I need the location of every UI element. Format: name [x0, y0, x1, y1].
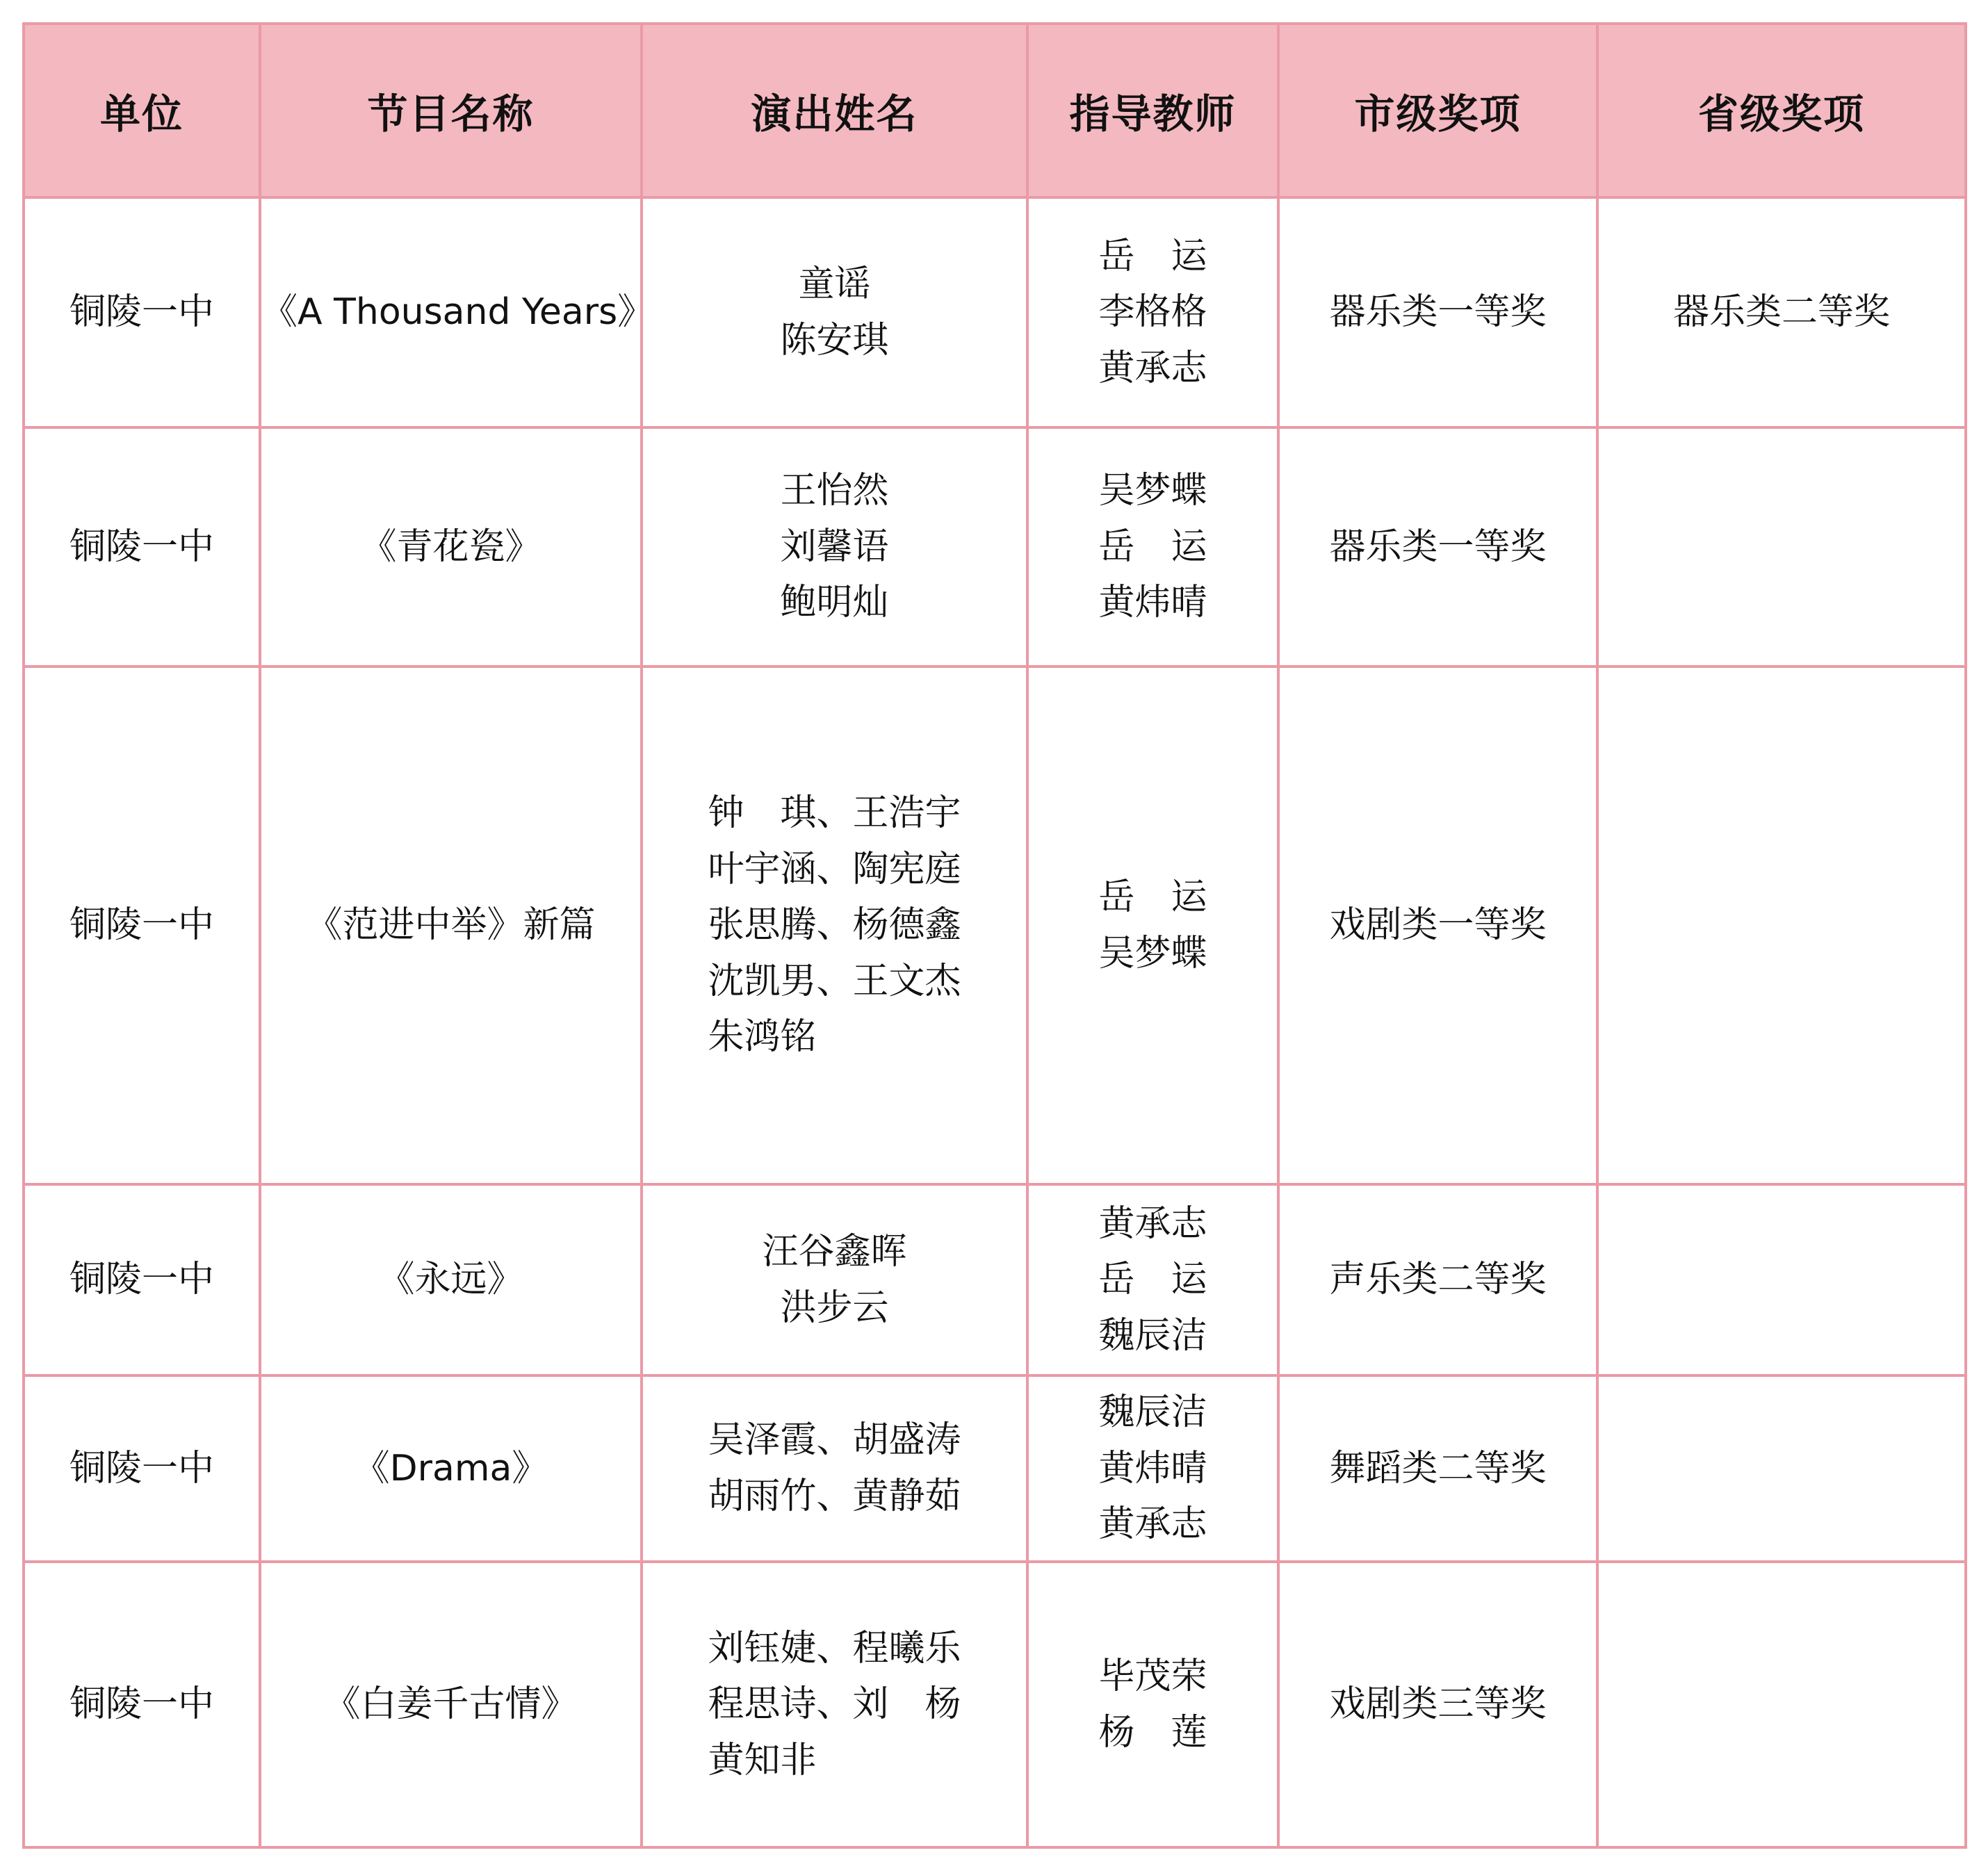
teachers-text: 黄承志 岳 运 魏辰洁: [1098, 1202, 1207, 1357]
program-cell: 《A Thousand Years》: [260, 197, 642, 427]
teachers-cell: [1027, 1184, 1278, 1375]
awards-table: [22, 22, 1967, 1849]
teachers-cell: [1027, 1562, 1278, 1847]
unit-cell: 铜陵一中: [24, 667, 260, 1184]
performers-cell: [642, 197, 1027, 427]
program-cell: 《Drama》: [260, 1375, 642, 1562]
unit-cell: 铜陵一中: [24, 1184, 260, 1375]
teachers-cell: [1027, 1375, 1278, 1562]
performers-cell: [642, 1184, 1027, 1375]
unit-cell: 铜陵一中: [24, 427, 260, 667]
teachers-cell: [1027, 427, 1278, 667]
teachers-text: 岳 运 吴梦蝶: [1098, 876, 1207, 974]
teachers-text: 吴梦蝶 岳 运 黄炜晴: [1098, 470, 1207, 624]
city-award-cell: 舞蹈类二等奖: [1278, 1375, 1597, 1562]
performers-cell: [642, 427, 1027, 667]
table-row: [24, 1562, 1966, 1847]
province-award-cell: [1597, 1562, 1966, 1847]
table-row: [24, 1375, 1966, 1562]
city-award-cell: 戏剧类一等奖: [1278, 667, 1597, 1184]
performers-text: 王怡然 刘馨语 鲍明灿: [780, 470, 889, 624]
header-province-award: 省级奖项: [1597, 24, 1966, 197]
city-award-cell: 声乐类二等奖: [1278, 1184, 1597, 1375]
performers-cell: [642, 667, 1027, 1184]
program-cell: 《永远》: [260, 1184, 642, 1375]
teachers-cell: [1027, 197, 1278, 427]
table-row: [24, 427, 1966, 667]
header-program: 节目名称: [260, 24, 642, 197]
table-row: [24, 667, 1966, 1184]
program-cell: 《白姜千古情》: [260, 1562, 642, 1847]
unit-cell: 铜陵一中: [24, 197, 260, 427]
city-award-cell: 器乐类一等奖: [1278, 197, 1597, 427]
program-cell: 《范进中举》新篇: [260, 667, 642, 1184]
program-cell: 《青花瓷》: [260, 427, 642, 667]
unit-cell: 铜陵一中: [24, 1375, 260, 1562]
city-award-cell: 戏剧类三等奖: [1278, 1562, 1597, 1847]
teachers-text: 魏辰洁 黄炜晴 黄承志: [1098, 1391, 1207, 1546]
performers-text: 童谣 陈安琪: [780, 263, 889, 361]
header-row: [24, 24, 1966, 197]
teachers-text: 岳 运 李格格 黄承志: [1098, 235, 1207, 389]
unit-cell: 铜陵一中: [24, 1562, 260, 1847]
province-award-cell: [1597, 427, 1966, 667]
province-award-cell: 器乐类二等奖: [1597, 197, 1966, 427]
header-performers: 演出姓名: [642, 24, 1027, 197]
teachers-cell: [1027, 667, 1278, 1184]
city-award-cell: 器乐类一等奖: [1278, 427, 1597, 667]
performers-text: 汪谷鑫晖 洪步云: [762, 1230, 907, 1329]
table-row: [24, 1184, 1966, 1375]
province-award-cell: [1597, 1184, 1966, 1375]
performers-text: 钟 琪、王浩宇 叶宇涵、陶宪庭 张思腾、杨德鑫 沈凯男、王文杰 朱鸿铭: [708, 792, 961, 1059]
teachers-text: 毕茂荣 杨 莲: [1098, 1655, 1207, 1754]
performers-text: 刘钰婕、程曦乐 程思诗、刘 杨 黄知非: [708, 1627, 961, 1781]
header-unit: 单位: [24, 24, 260, 197]
header-city-award: 市级奖项: [1278, 24, 1597, 197]
performers-cell: [642, 1562, 1027, 1847]
province-award-cell: [1597, 1375, 1966, 1562]
table-row: [24, 197, 1966, 427]
header-teachers: 指导教师: [1027, 24, 1278, 197]
performers-text: 吴泽霞、胡盛涛 胡雨竹、黄静茹: [708, 1419, 961, 1517]
performers-cell: [642, 1375, 1027, 1562]
province-award-cell: [1597, 667, 1966, 1184]
